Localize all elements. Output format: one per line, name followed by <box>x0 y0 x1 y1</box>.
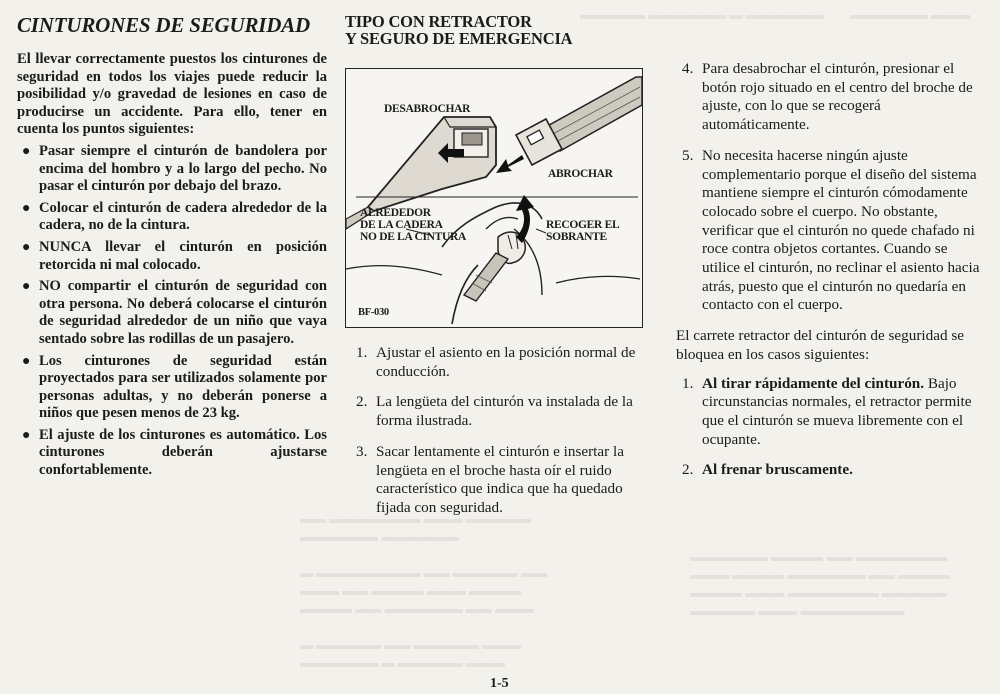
bullet-icon: ● <box>22 239 31 255</box>
bleed-through-text: ▬▬▬▬▬ ▬▬▬▬▬▬ ▬ ▬▬▬▬▬▬ <box>580 7 824 22</box>
bleed-through-text: ▬▬▬▬▬▬ ▬▬▬ <box>850 7 971 22</box>
left-column <box>17 13 327 484</box>
right-column <box>676 60 980 492</box>
lock-cases <box>676 375 980 481</box>
step-item: 3. Sacar lentamente el cinturón e insertar la lengüeta en el broche hasta oír el ruido característico que indica que ha quedado fijada con seguridad. <box>356 442 624 516</box>
lock-intro: El carrete retractor del cinturón de seguridad se bloquea en los casos siguientes: <box>676 327 964 363</box>
label-hip-note: ALREDEDOR DE LA CADERA NO DE LA CINTURA <box>360 207 467 243</box>
figure-code: BF-030 <box>358 307 389 318</box>
bullet-item: ● Pasar siempre el cinturón de bandolera por encima del hombro y a lo largo del pecho. No pasar el cinturón por debajo del brazo. <box>22 142 327 195</box>
step-item: 4. Para desabrochar el cinturón, presionar el botón rojo situado en el centro del broche de ajuste, con lo que se recogerá automáticamente. <box>682 60 973 134</box>
label-take-up-slack: RECOGER EL SOBRANTE <box>546 219 620 243</box>
bullet-icon: ● <box>22 427 31 443</box>
subsection-title: TIPO CON RETRACTOR Y SEGURO DE EMERGENCIA <box>345 12 573 48</box>
label-fasten: ABROCHAR <box>548 168 613 180</box>
lock-case-title: Al frenar bruscamente. <box>702 461 853 479</box>
bullet-item: ● El ajuste de los cinturones es automático. Los cinturones deberán ajustarse confortablemente. <box>22 426 327 479</box>
bullet-item: ● Colocar el cinturón de cadera alrededor de la cadera, no de la cintura. <box>22 199 327 234</box>
bullet-icon: ● <box>22 279 31 295</box>
step-item: 5. No necesita hacerse ningún ajuste complementario porque el diseño del sistema mantiene siempre el cinturón cómodamente colocado sobre el cuerpo. No obstante, verificar que el cinturón no quede chafado ni roce contra objetos cortantes. Cuando se utilice el cinturón, no reclinar el asiento hacia atrás, puesto que el cinturón no quedaría en contacto con el cuerpo. <box>682 146 980 314</box>
seatbelt-illustration <box>345 68 643 328</box>
bullet-icon: ● <box>22 143 31 159</box>
procedure-steps <box>350 344 655 530</box>
bullet-icon: ● <box>22 353 31 369</box>
section-title: CINTURONES DE SEGURIDAD <box>17 13 310 37</box>
bullet-item: ● NUNCA llevar el cinturón en posición retorcida ni mal colocado. <box>22 238 327 273</box>
bullet-icon: ● <box>22 200 31 216</box>
bullet-item: ● Los cinturones de seguridad están proyectados para ser utilizados solamente por personas adultas, y no deberán ponerse a niños que pesen menos de 23 kg. <box>22 352 327 422</box>
safety-bullet-list <box>17 143 327 480</box>
label-unfasten: DESABROCHAR <box>384 103 471 115</box>
step-item: 1. Ajustar el asiento en la posición normal de conducción. <box>356 344 636 380</box>
lock-case-item: 2. Al frenar bruscamente. <box>682 461 853 479</box>
page-number: 1-5 <box>490 676 509 691</box>
bleed-through-text: ▬▬ ▬▬▬▬▬▬▬ ▬▬▬ ▬▬▬▬▬ ▬▬▬▬▬▬ ▬▬▬▬▬▬ ▬ ▬▬▬▬▬▬▬▬ ▬▬ ▬▬▬▬▬ ▬▬ ▬▬▬ ▬▬ ▬▬▬▬ ▬▬▬ ▬▬▬▬ ▬▬▬▬ ▬▬ ▬▬▬▬▬▬ ▬▬ ▬▬▬ ▬ ▬▬▬▬▬ ▬▬ ▬▬▬▬▬ ▬▬▬ ▬▬▬▬▬▬ ▬ ▬▬▬▬▬ ▬▬▬ <box>300 511 547 670</box>
bullet-item: ● NO compartir el cinturón de seguridad con otra persona. No deberá colocarse el cinturón de seguridad alrededor de un niño que vaya sentado sobre las rodillas de un pasajero. <box>22 278 327 347</box>
lock-case-title: Al tirar rápidamente del cinturón. <box>702 374 925 392</box>
step-item: 2. La lengüeta del cinturón va instalada de la forma ilustrada. <box>356 393 633 430</box>
lock-case-item: 1. Al tirar rápidamente del cinturón. Bajo circunstancias normales, el retractor permite que el cinturón se mueva libremente con el ocupante. <box>682 374 972 448</box>
intro-paragraph: El llevar correctamente puestos los cinturones de seguridad en todos los viajes puede reducir la posibilidad y/o gravedad de lesiones en caso de producirse un accidente. Para ello, tener en cuenta los puntos siguientes: <box>17 51 327 138</box>
bleed-through-text: ▬▬▬▬▬▬ ▬▬▬▬ ▬▬ ▬▬▬▬▬▬▬ ▬▬▬ ▬▬▬▬ ▬▬▬▬▬▬ ▬▬ ▬▬▬▬ ▬▬▬▬ ▬▬▬ ▬▬▬▬▬▬▬ ▬▬▬▬▬ ▬▬▬▬▬ ▬▬▬ ▬▬▬▬▬▬▬▬ <box>690 549 950 618</box>
procedure-steps-continued <box>676 60 980 315</box>
